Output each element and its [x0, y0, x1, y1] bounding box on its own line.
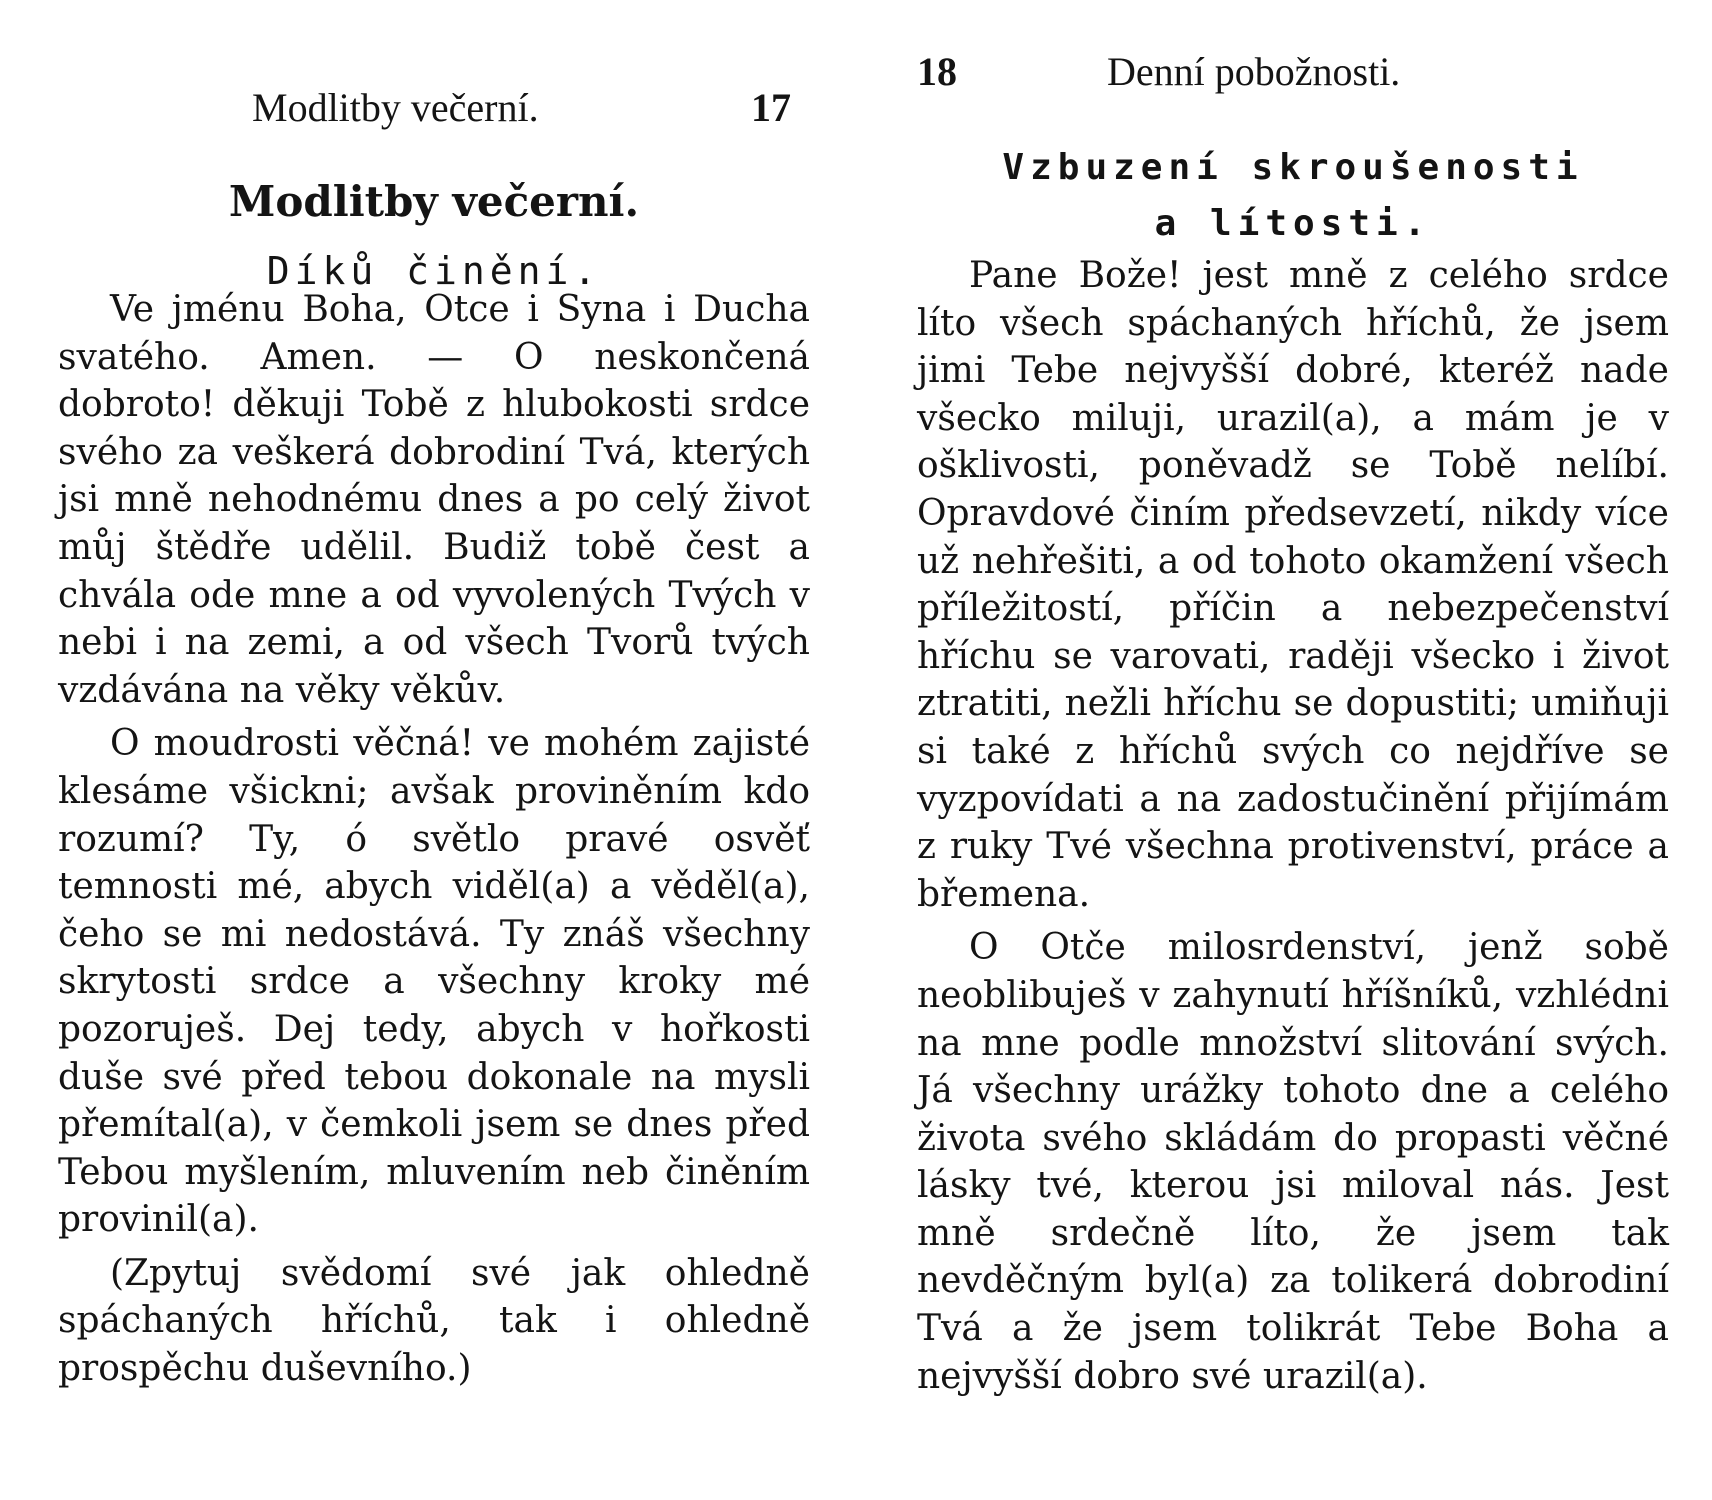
section-heading-line: Vzbuzení skroušenosti [1002, 147, 1584, 188]
body-text [917, 252, 1669, 1400]
body-text [58, 286, 810, 1393]
page-number: 18 [917, 49, 957, 94]
paragraph: (Zpytuj svědomí své jak ohledně spáchaných hříchů, tak i ohledně prospěchu duševního.) [58, 1252, 810, 1390]
running-title: Denní pobožnosti. [1107, 49, 1401, 94]
section-heading [917, 140, 1669, 252]
paragraph: Pane Bože! jest mně z celého srdce líto všech spáchaných hříchů, že jsem jimi Tebe nejvyšší dobré, kteréž nade všecko miluji, urazil(a), a mám je v ošklivosti, poněvadž se Tobě nelíbí. Opravdové činím předsevzetí, nikdy více už nehřešiti, a od tohoto okamžení všech příležitostí, příčin a nebezpečenství hříchu se varovati, raději všecko i život ztratiti, nežli hříchu se dopustiti; umiňuji si také z hříchů svých co nejdříve se vyzpovídati a na zadostučinění přijímám z ruky Tvé všechna protivenství, práce a břemena. [917, 255, 1669, 915]
section-heading: Modlitby večerní. [228, 177, 640, 226]
paragraph: O Otče milosrdenství, jenž sobě neoblibuješ v zahynutí hříšníků, vzhlédni na mne podle množství slitování svých. Já všechny urážky tohoto dne a celého života svého skládám do propasti věčné lásky tvé, kterou jsi miloval nás. Jest mně srdečně líto, že jsem tak nevděčným byl(a) za tolikerá dobrodiní Tvá a že jsem tolikrát Tebe Boha a nejvyšší dobro své urazil(a). [917, 927, 1669, 1397]
section-heading-line: a lítosti. [1154, 203, 1432, 244]
running-title: Modlitby večerní. [252, 85, 539, 130]
paragraph: O moudrosti věčná! ve mohém zajisté klesáme všickni; avšak proviněním kdo rozumí? Ty, ó světlo pravé osvěť temnosti mé, abych viděl(a) a věděl(a), čeho se mi nedostává. Ty znáš všechny skrytosti srdce a všechny kroky mé pozoruješ. Dej tedy, abych v hořkosti duše své před tebou dokonale na mysli přemítal(a), v čemkoli jsem se dnes před Tebou myšlením, mluvením neb činěním provinil(a). [58, 723, 810, 1241]
section-subheading: Díků činění. [266, 249, 602, 293]
paragraph: Ve jménu Boha, Otce i Syna i Ducha svatého. Amen. — O neskončená dobroto! děkuji Tobě z hlubokosti srdce svého za veškerá dobrodiní Tvá, kterých jsi mně nehodnému dnes a po celý život můj štědře udělil. Budiž tobě čest a chvála ode mne a od vyvolených Tvých v nebi i na zemi, a od všech Tvorů tvých vzdávána na věky věkův. [58, 289, 810, 711]
page-number: 17 [751, 85, 791, 130]
